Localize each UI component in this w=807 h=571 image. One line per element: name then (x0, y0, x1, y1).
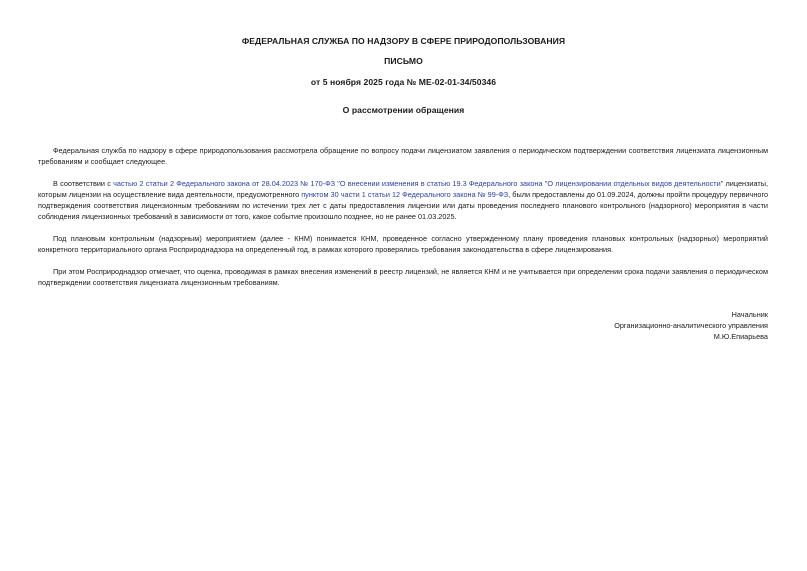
document-type: ПИСЬМО (384, 56, 423, 66)
paragraph-2 (38, 178, 768, 222)
paragraph-2-text-2: лицензиаты, которым лицензии на осуществление вида деятельности, предусмотренного (38, 179, 769, 199)
signature-position: Начальник (731, 310, 768, 319)
law-170-fz-link[interactable]: частью 2 статьи 2 Федерального закона от 28.04.2023 № 170-ФЗ "О внесении изменения в статью 19.3 Федерального закона "О лицензировании отдельных видов деятельности" (113, 179, 724, 188)
law-99-fz-link[interactable]: пунктом 30 части 1 статьи 12 Федерального закона № 99-ФЗ (301, 190, 509, 199)
paragraph-3: Под плановым контрольным (надзорным) мероприятием (далее - КНМ) понимается КНМ, проведенное согласно утвержденному плану проведения плановых контрольных (надзорных) мероприятий конкретного территориального органа Росприроднадзора на определенный год, в рамках которого проверялись требования законодательства в сфере лицензирования. (38, 234, 768, 254)
document-subject: О рассмотрении обращения (342, 105, 465, 115)
agency-title: ФЕДЕРАЛЬНАЯ СЛУЖБА ПО НАДЗОРУ В СФЕРЕ ПРИРОДОПОЛЬЗОВАНИЯ (241, 36, 566, 46)
letter-body (38, 145, 768, 288)
paragraph-1: Федеральная служба по надзору в сфере природопользования рассмотрела обращение по вопросу подачи лицензиатом заявления о периодическом подтверждении соответствия лицензиата лицензионным требованиям и сообщает следующее. (38, 146, 768, 166)
signature-department: Организационно-аналитического управления (614, 321, 768, 330)
signature-name: М.Ю.Епиарьева (713, 332, 768, 341)
document-date-number: от 5 ноября 2025 года № МЕ-02-01-34/50346 (310, 77, 497, 87)
paragraph-4: При этом Росприроднадзор отмечает, что оценка, проводимая в рамках внесения изменений в реестр лицензий, не является КНМ и не учитывается при определении срока подачи заявления о периодическом подтверждении соответствия лицензиата лицензионным требованиям. (38, 267, 768, 287)
signature-block (614, 309, 768, 342)
paragraph-2-text-3: , были предоставлены до 01.09.2024, должны пройти процедуру первичного подтверждения соответствия лицензионным требованиям по истечении трех лет с даты предоставления лицензии или даты проведения последнего планового контрольного (надзорного) мероприятия в части соблюдения лицензионных требований в зависимости от того, какое событие произошло позднее, но не ранее 01.03.2025. (38, 190, 769, 221)
paragraph-2-text-1: В соответствии с (53, 179, 114, 188)
